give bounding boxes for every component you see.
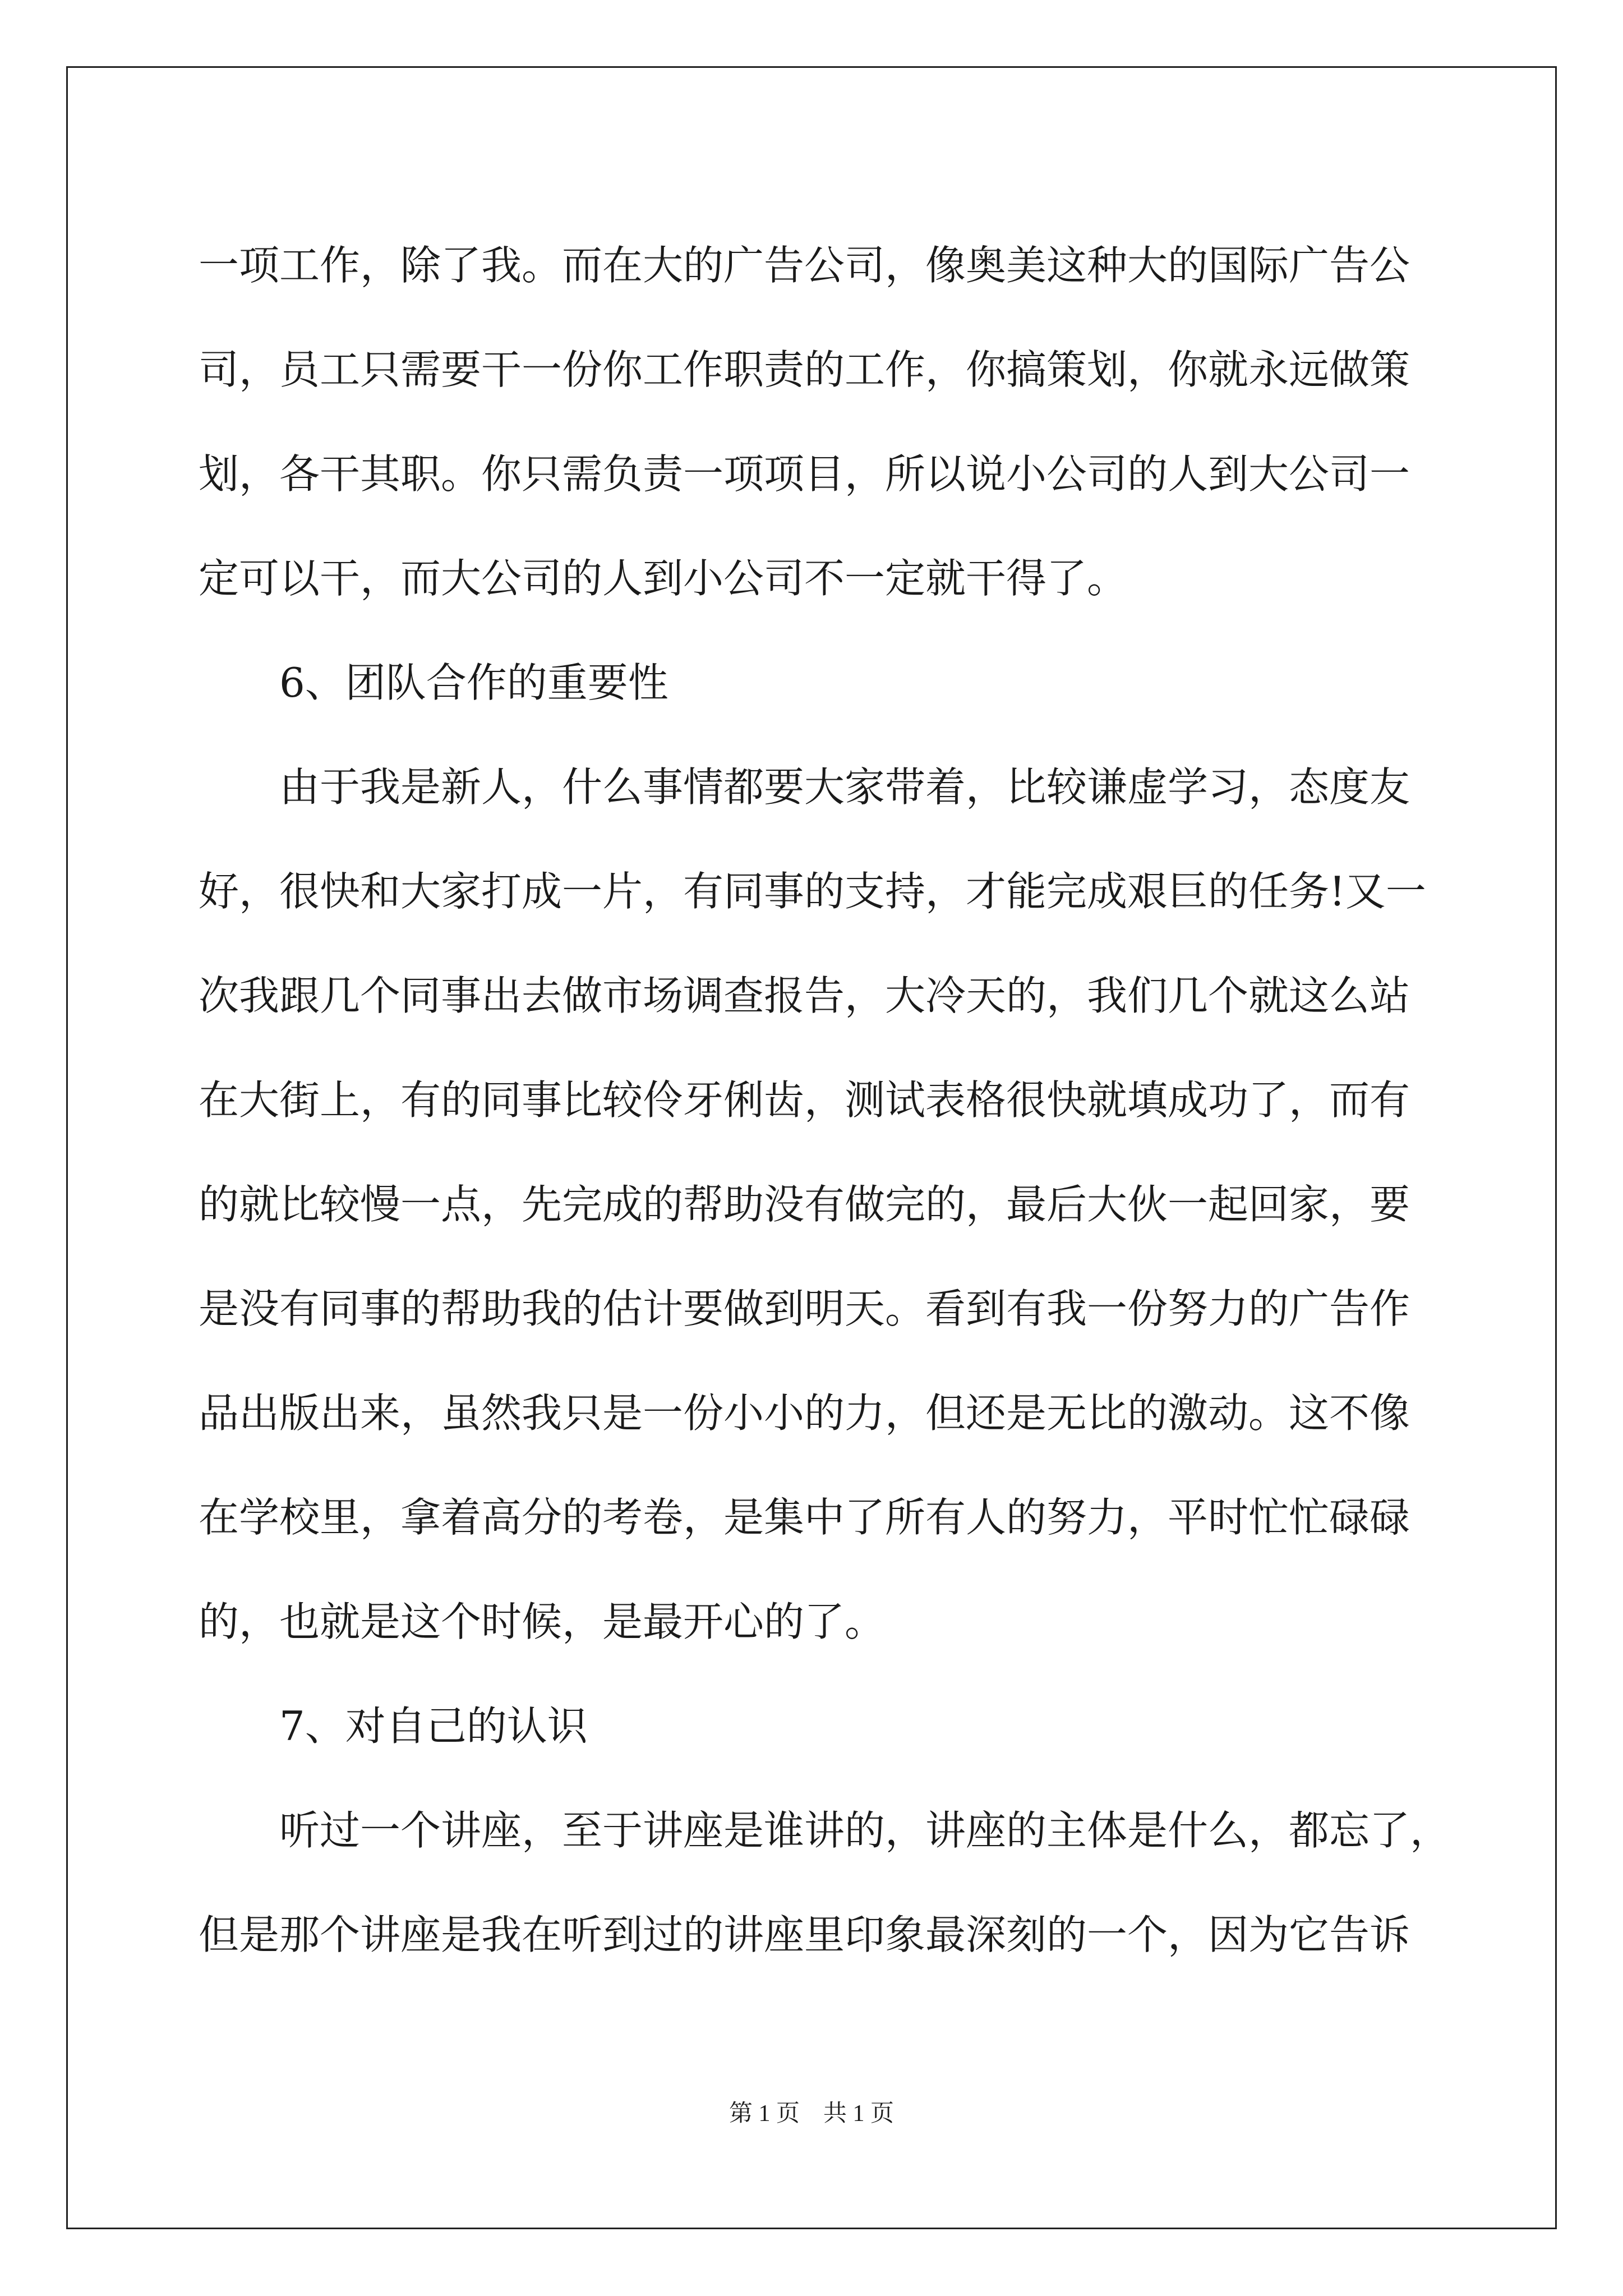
text-line: 的就比较慢一点，先完成的帮助没有做完的，最后大伙一起回家，要: [199, 1181, 1410, 1228]
text-line: 司，员工只需要干一份你工作职责的工作，你搞策划，你就永远做策: [199, 346, 1410, 393]
text-line: 6、团队合作的重要性: [279, 659, 668, 706]
text-line: 定可以干，而大公司的人到小公司不一定就干得了。: [199, 555, 1128, 602]
text-line: 次我跟几个同事出去做市场调查报告，大冷天的，我们几个就这么站: [199, 972, 1410, 1019]
text-line: 在学校里，拿着高分的考卷，是集中了所有人的努力，平时忙忙碌碌: [199, 1494, 1410, 1541]
text-line: 的，也就是这个时候，是最开心的了。: [199, 1598, 886, 1645]
text-line: 一项工作，除了我。而在大的广告公司，像奥美这种大的国际广告公: [199, 242, 1410, 289]
text-line: 品出版出来，虽然我只是一份小小的力，但还是无比的激动。这不像: [199, 1389, 1410, 1437]
text-line: 由于我是新人，什么事情都要大家带着，比较谦虚学习，态度友: [279, 763, 1410, 811]
text-line: 在大街上，有的同事比较伶牙俐齿，测试表格很快就填成功了，而有: [199, 1076, 1410, 1124]
text-line: 好，很快和大家打成一片，有同事的支持，才能完成艰巨的任务!又一: [199, 868, 1426, 915]
document-body: [199, 213, 1451, 1987]
text-line: 7、对自己的认识: [279, 1703, 588, 1750]
page-footer: 第 1 页 共 1 页: [728, 2101, 894, 2127]
text-line: 是没有同事的帮助我的估计要做到明天。看到有我一份努力的广告作: [199, 1285, 1410, 1332]
text-line: 听过一个讲座，至于讲座是谁讲的，讲座的主体是什么，都忘了，: [279, 1807, 1451, 1854]
text-line: 但是那个讲座是我在听到过的讲座里印象最深刻的一个，因为它告诉: [199, 1911, 1410, 1958]
text-line: 划，各干其职。你只需负责一项项目，所以说小公司的人到大公司一: [199, 450, 1410, 498]
